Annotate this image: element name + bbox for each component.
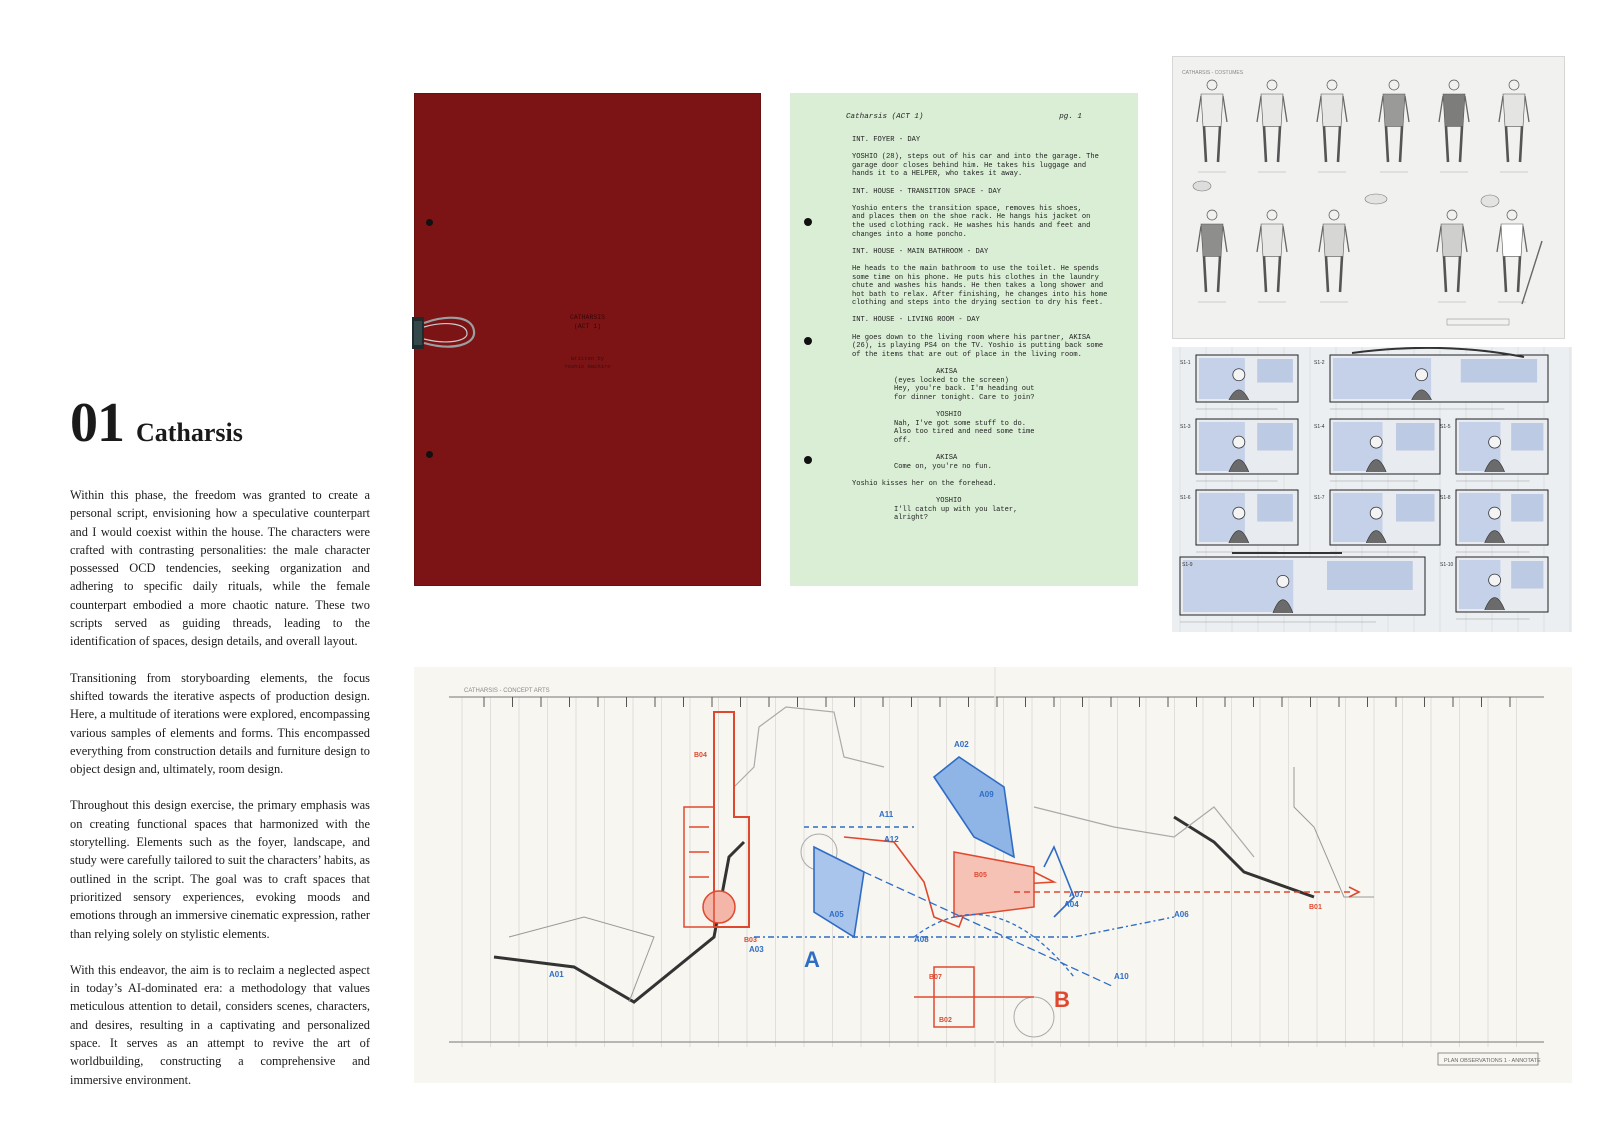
costume-figure <box>1319 210 1349 302</box>
script-character: YOSHIO <box>936 411 962 419</box>
plan-label-blue: A09 <box>979 790 994 799</box>
paragraph: Throughout this design exercise, the primary emphasis was on creating functional spaces that harmonized with the storytelling. Elements such as the foyer, landscape, and study were carefully tailored to suit the characters’ habits, as outlined in the script. The goal was to craft spaces that prioritized sensory experiences, evoking moods and emotions through an immersive cinematic expression, rather than relying solely on stylistic elements. <box>70 798 370 941</box>
binding-hole <box>804 337 812 345</box>
script-dialogue: I'll catch up with you later, alright? <box>894 505 1018 523</box>
plan-stamp: PLAN OBSERVATIONS 1 - ANNOTATE <box>1444 1058 1541 1064</box>
costume-figure <box>1197 210 1227 302</box>
storyboard-frame <box>1180 557 1425 622</box>
script-character: AKISA <box>936 368 958 377</box>
script-action: He heads to the main bathroom to use the toilet. He spends some time on his phone. He puts his clothes in the laundry chute and washes his hands. He then takes a long shower and hot bath to relax. After finishing, he changes into his home clothing and steps into the drying section to dry his feet. <box>852 264 1108 308</box>
paragraph: Within this phase, the freedom was granted to create a personal script, envisioning how a speculative counterpart and I would coexist within the house. The characters were crafted with contrasting personalities: the male character possessed OCD tendencies, seeking organization and adhering to specific daily rituals, while the female counterpart embodied a more chaotic nature. These two scripts served as guiding threads, leading to the identification of spaces, design details, and overall layout. <box>70 488 370 649</box>
plan-label-blue: A04 <box>1064 900 1079 909</box>
red-annotation-group <box>684 712 1359 1027</box>
concept-plan <box>414 667 1572 1083</box>
storyboard-frame <box>1314 490 1440 552</box>
plan-label-blue: A08 <box>914 935 929 944</box>
plan-title: CATHARSIS - CONCEPT ARTS <box>464 688 550 694</box>
storyboard-frames <box>1172 347 1572 632</box>
plan-label-blue: A12 <box>884 835 899 844</box>
storyboard-frame <box>1440 557 1548 619</box>
storyboard-sheet <box>1172 347 1572 632</box>
costume-figure <box>1257 210 1287 302</box>
frame-number: S1-10 <box>1440 562 1454 568</box>
storyboard-frame <box>1180 490 1298 552</box>
frame-number: S1-2 <box>1314 360 1325 366</box>
binding-hole <box>804 218 812 226</box>
storyboard-frame <box>1314 419 1440 481</box>
frame-number: S1-4 <box>1314 424 1325 430</box>
frame-number: S1-7 <box>1314 495 1325 501</box>
costume-figure <box>1379 80 1409 172</box>
plan-label-blue: A10 <box>1114 972 1129 981</box>
storyboard-frame <box>1180 355 1298 409</box>
script-character: YOSHIO <box>936 496 962 505</box>
storyboard-frame <box>1180 419 1298 481</box>
blue-annotation-group <box>549 740 1189 987</box>
script-page-number: pg. 1 <box>1059 113 1082 121</box>
plan-label-red: B02 <box>939 1017 952 1024</box>
costume-sketches <box>1172 56 1565 339</box>
plan-label-blue: A03 <box>749 945 764 954</box>
script-header <box>846 113 1082 122</box>
script-page <box>790 93 1138 586</box>
frame-number: S1-5 <box>1440 424 1451 430</box>
section-line <box>494 842 744 1002</box>
cover-byline: Written by Yoshio Hachiro <box>564 355 611 370</box>
costume-sketch-sheet <box>1172 56 1565 339</box>
plan-label-blue: A01 <box>549 970 564 979</box>
plan-label-blue: A05 <box>829 910 844 919</box>
plan-label-red: B03 <box>744 937 757 944</box>
storyboard-frame <box>1440 490 1548 552</box>
slipper-sketch <box>1193 181 1211 191</box>
script-dialogue: Nah, I've got some stuff to do. Also too tired and need some time off. <box>894 419 1035 445</box>
costume-figure <box>1499 80 1529 172</box>
plan-label-blue: A11 <box>879 810 894 819</box>
paragraph: Transitioning from storyboarding elements, the focus shifted towards the iterative aspects of production design. Here, a multitude of iterations were explored, encompassing various samples of elements and forms. This encompassed everything from construction details and furniture design to object design and, ultimately, room design. <box>70 670 370 777</box>
plan-label-red: B07 <box>929 974 942 981</box>
script-body <box>852 136 1108 531</box>
script-scene: INT. HOUSE - LIVING ROOM - DAY <box>852 316 980 325</box>
script-action: Yoshio kisses her on the forehead. <box>852 479 997 488</box>
script-scene: INT. FOYER - DAY <box>852 136 921 144</box>
script-cover <box>414 93 761 586</box>
binding-hole <box>804 456 812 464</box>
paragraph: With this endeavor, the aim is to reclaim a neglected aspect in today’s AI-dominated era: a methodology that values meticulous attention to detail, considers scenes, characters, and desires, resulting in a captivating and personalized space. It serves as an attempt to revive the art of worldbuilding, constructing a comprehensive and immersive environment. <box>70 962 370 1087</box>
binding-hole <box>426 219 433 226</box>
sheet-stamp-box <box>1447 319 1509 325</box>
plan-label-red: B04 <box>694 752 707 759</box>
frame-number: S1-3 <box>1180 424 1191 430</box>
storyboard-frame <box>1440 419 1548 481</box>
plan-label-blue: A07 <box>1069 890 1084 899</box>
description-text <box>70 486 370 1107</box>
storyboard-frame <box>1314 355 1548 409</box>
script-title: Catharsis (ACT 1) <box>846 113 924 121</box>
frame-number: S1-1 <box>1180 360 1191 366</box>
costume-figure <box>1197 80 1227 172</box>
plan-drawing <box>414 667 1572 1083</box>
costume-sheet-title: CATHARSIS - COSTUMES <box>1182 70 1244 76</box>
section-title: Catharsis <box>136 418 243 447</box>
vacuum-sketch <box>1522 241 1542 304</box>
section-heading <box>70 392 243 454</box>
plan-label-blue: A06 <box>1174 910 1189 919</box>
costume-figure <box>1317 80 1347 172</box>
script-dialogue: Come on, you're no fun. <box>894 462 992 471</box>
plan-label-blue: A <box>804 947 820 972</box>
script-action: Yoshio enters the transition space, removes his shoes, and places them on the shoe rack. He hangs his jacket on the used clothing rack. He washes his hands and feet and changes into a home poncho. <box>852 204 1091 239</box>
plan-label-blue: A02 <box>954 740 969 749</box>
section-line <box>1174 817 1314 897</box>
script-action: He goes down to the living room where his partner, AKISA (26), is playing PS4 on the TV. Yoshio is putting back some of the items that are out of place in the living room. <box>852 333 1104 359</box>
frame-number: S1-8 <box>1440 495 1451 501</box>
frame-number: S1-6 <box>1180 495 1191 501</box>
frame-number: S1-9 <box>1182 562 1193 568</box>
cover-title: CATHARSIS (ACT 1) <box>569 314 606 330</box>
script-dialogue: (eyes locked to the screen) Hey, you're back. I'm heading out for dinner tonight. Care to join? <box>894 376 1035 402</box>
script-character: AKISA <box>936 453 958 462</box>
slipper-sketch <box>1481 195 1499 207</box>
costume-figure <box>1437 210 1467 302</box>
script-scene: INT. HOUSE - TRANSITION SPACE - DAY <box>852 187 1001 196</box>
costume-figure <box>1439 80 1469 172</box>
section-number: 01 <box>70 392 124 454</box>
costume-figure <box>1497 210 1527 302</box>
binding-hole <box>426 451 433 458</box>
costume-figure <box>1257 80 1287 172</box>
plan-label-red: B05 <box>974 872 987 879</box>
slipper-sketch <box>1365 194 1387 204</box>
plan-label-red: B01 <box>1309 904 1322 911</box>
script-scene: INT. HOUSE - MAIN BATHROOM - DAY <box>852 247 989 256</box>
script-action: YOSHIO (28), steps out of his car and into the garage. The garage door closes behind him. He takes his luggage and hands it to a HELPER, who takes it away. <box>852 153 1099 179</box>
plan-label-red: B <box>1054 987 1070 1012</box>
